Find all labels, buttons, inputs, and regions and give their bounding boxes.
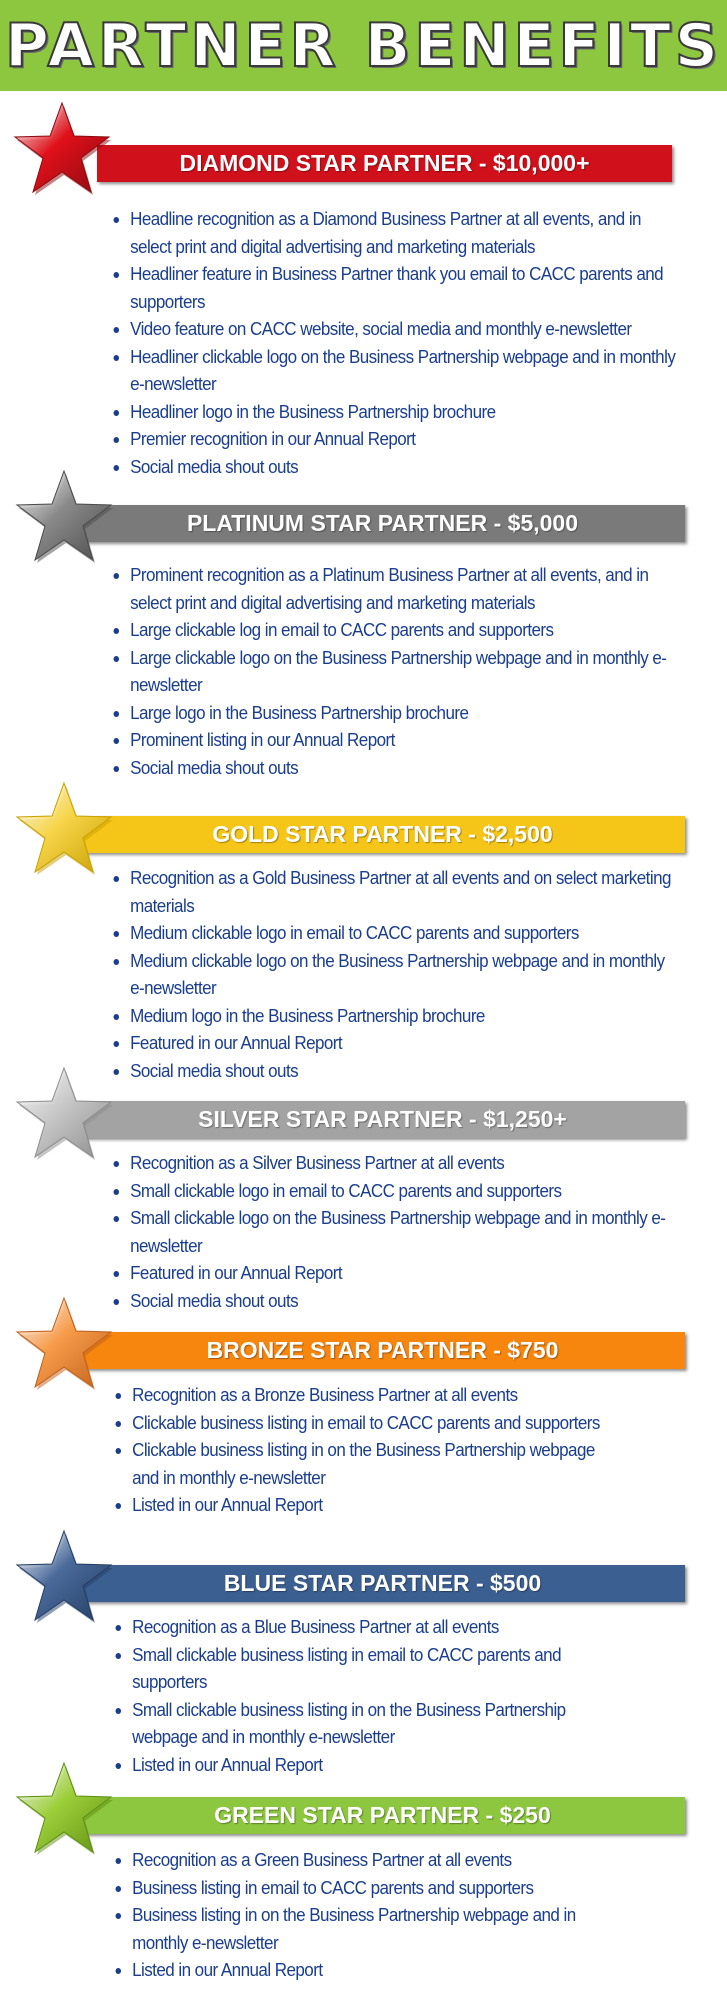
benefit-item: • Video feature on CACC website, social media and monthly e-newsletter [130,315,682,343]
tier-banner [80,1332,685,1369]
star-icon [14,1295,114,1391]
benefit-list [110,1846,615,1984]
page-title: PARTNER BENEFITS [5,10,722,81]
benefit-item: • Prominent listing in our Annual Report [130,726,682,754]
benefit-item: • Medium clickable logo in email to CACC parents and supporters [130,919,682,947]
star-icon [14,1528,114,1624]
benefit-list [108,864,682,1084]
tier-banner-label: DIAMOND STAR PARTNER - $10,000+ [179,150,590,176]
benefit-item: • Large logo in the Business Partnership brochure [130,699,682,727]
benefit-item: • Social media shout outs [130,453,682,481]
tier-banner [80,816,685,853]
tier-banner-label: GREEN STAR PARTNER - $250 [214,1802,551,1828]
benefit-item: • Small clickable logo on the Business Partnership webpage and in monthly e-newsletter [130,1204,682,1259]
tier-banner [80,1101,685,1138]
tier-banner-label: BRONZE STAR PARTNER - $750 [206,1337,559,1363]
benefit-item: • Headliner logo in the Business Partnership brochure [130,398,682,426]
benefit-item: • Clickable business listing in on the Business Partnership webpage and in monthly e-newsletter [132,1436,610,1491]
tier-banner [80,1565,685,1602]
benefit-item: • Headliner clickable logo on the Business Partnership webpage and in monthly e-newsletter [130,343,682,398]
tier-banner [80,1797,685,1834]
benefit-list [108,1149,682,1314]
benefit-item: • Medium clickable logo on the Business Partnership webpage and in monthly e-newsletter [130,947,682,1002]
benefit-list [108,205,682,480]
star-icon [14,1760,114,1856]
page-header [0,0,727,91]
benefit-item: • Headline recognition as a Diamond Business Partner at all events, and in select print and digital advertising and marketing materials [130,205,682,260]
benefit-item: • Small clickable business listing in email to CACC parents and supporters [132,1641,629,1696]
benefit-item: • Recognition as a Silver Business Partner at all events [130,1149,682,1177]
benefit-item: • Featured in our Annual Report [130,1029,682,1057]
benefit-item: • Recognition as a Blue Business Partner at all events [132,1613,629,1641]
tier-banner [80,505,685,542]
benefit-item: • Medium logo in the Business Partnership brochure [130,1002,682,1030]
benefit-item: • Headliner feature in Business Partner thank you email to CACC parents and supporters [130,260,682,315]
star-icon [14,780,114,876]
benefit-item: • Recognition as a Gold Business Partner at all events and on select marketing materials [130,864,682,919]
benefit-item: • Social media shout outs [130,1287,682,1315]
benefit-item: • Premier recognition in our Annual Report [130,425,682,453]
benefit-item: • Prominent recognition as a Platinum Business Partner at all events, and in select print and digital advertising and marketing materials [130,561,682,616]
benefit-item: • Featured in our Annual Report [130,1259,682,1287]
benefit-item: • Social media shout outs [130,754,682,782]
benefit-list [108,561,682,781]
benefit-item: • Business listing in email to CACC parents and supporters [132,1874,615,1902]
benefit-item: • Recognition as a Green Business Partner at all events [132,1846,615,1874]
benefit-item: • Recognition as a Bronze Business Partner at all events [132,1381,610,1409]
star-icon [12,100,112,196]
tier-banner-label: PLATINUM STAR PARTNER - $5,000 [186,510,579,536]
star-icon [14,1065,114,1161]
star-icon [14,468,114,564]
tier-banner-label: BLUE STAR PARTNER - $500 [223,1570,542,1596]
tier-banner-label: SILVER STAR PARTNER - $1,250+ [198,1106,567,1132]
benefit-list [110,1381,610,1519]
tier-banner-label: GOLD STAR PARTNER - $2,500 [212,821,553,847]
benefit-item: • Listed in our Annual Report [132,1491,610,1519]
benefit-item: • Clickable business listing in email to CACC parents and supporters [132,1409,610,1437]
benefit-item: • Listed in our Annual Report [132,1751,629,1779]
benefit-item: • Small clickable business listing in on the Business Partnership webpage and in monthly e-newsletter [132,1696,629,1751]
benefit-item: • Listed in our Annual Report [132,1956,615,1984]
benefit-item: • Small clickable logo in email to CACC parents and supporters [130,1177,682,1205]
benefit-item: • Business listing in on the Business Partnership webpage and in monthly e-newsletter [132,1901,615,1956]
benefit-item: • Large clickable log in email to CACC parents and supporters [130,616,682,644]
benefit-list [110,1613,629,1778]
tier-banner [97,145,672,182]
benefit-item: • Large clickable logo on the Business Partnership webpage and in monthly e-newsletter [130,644,682,699]
benefit-item: • Social media shout outs [130,1057,682,1085]
